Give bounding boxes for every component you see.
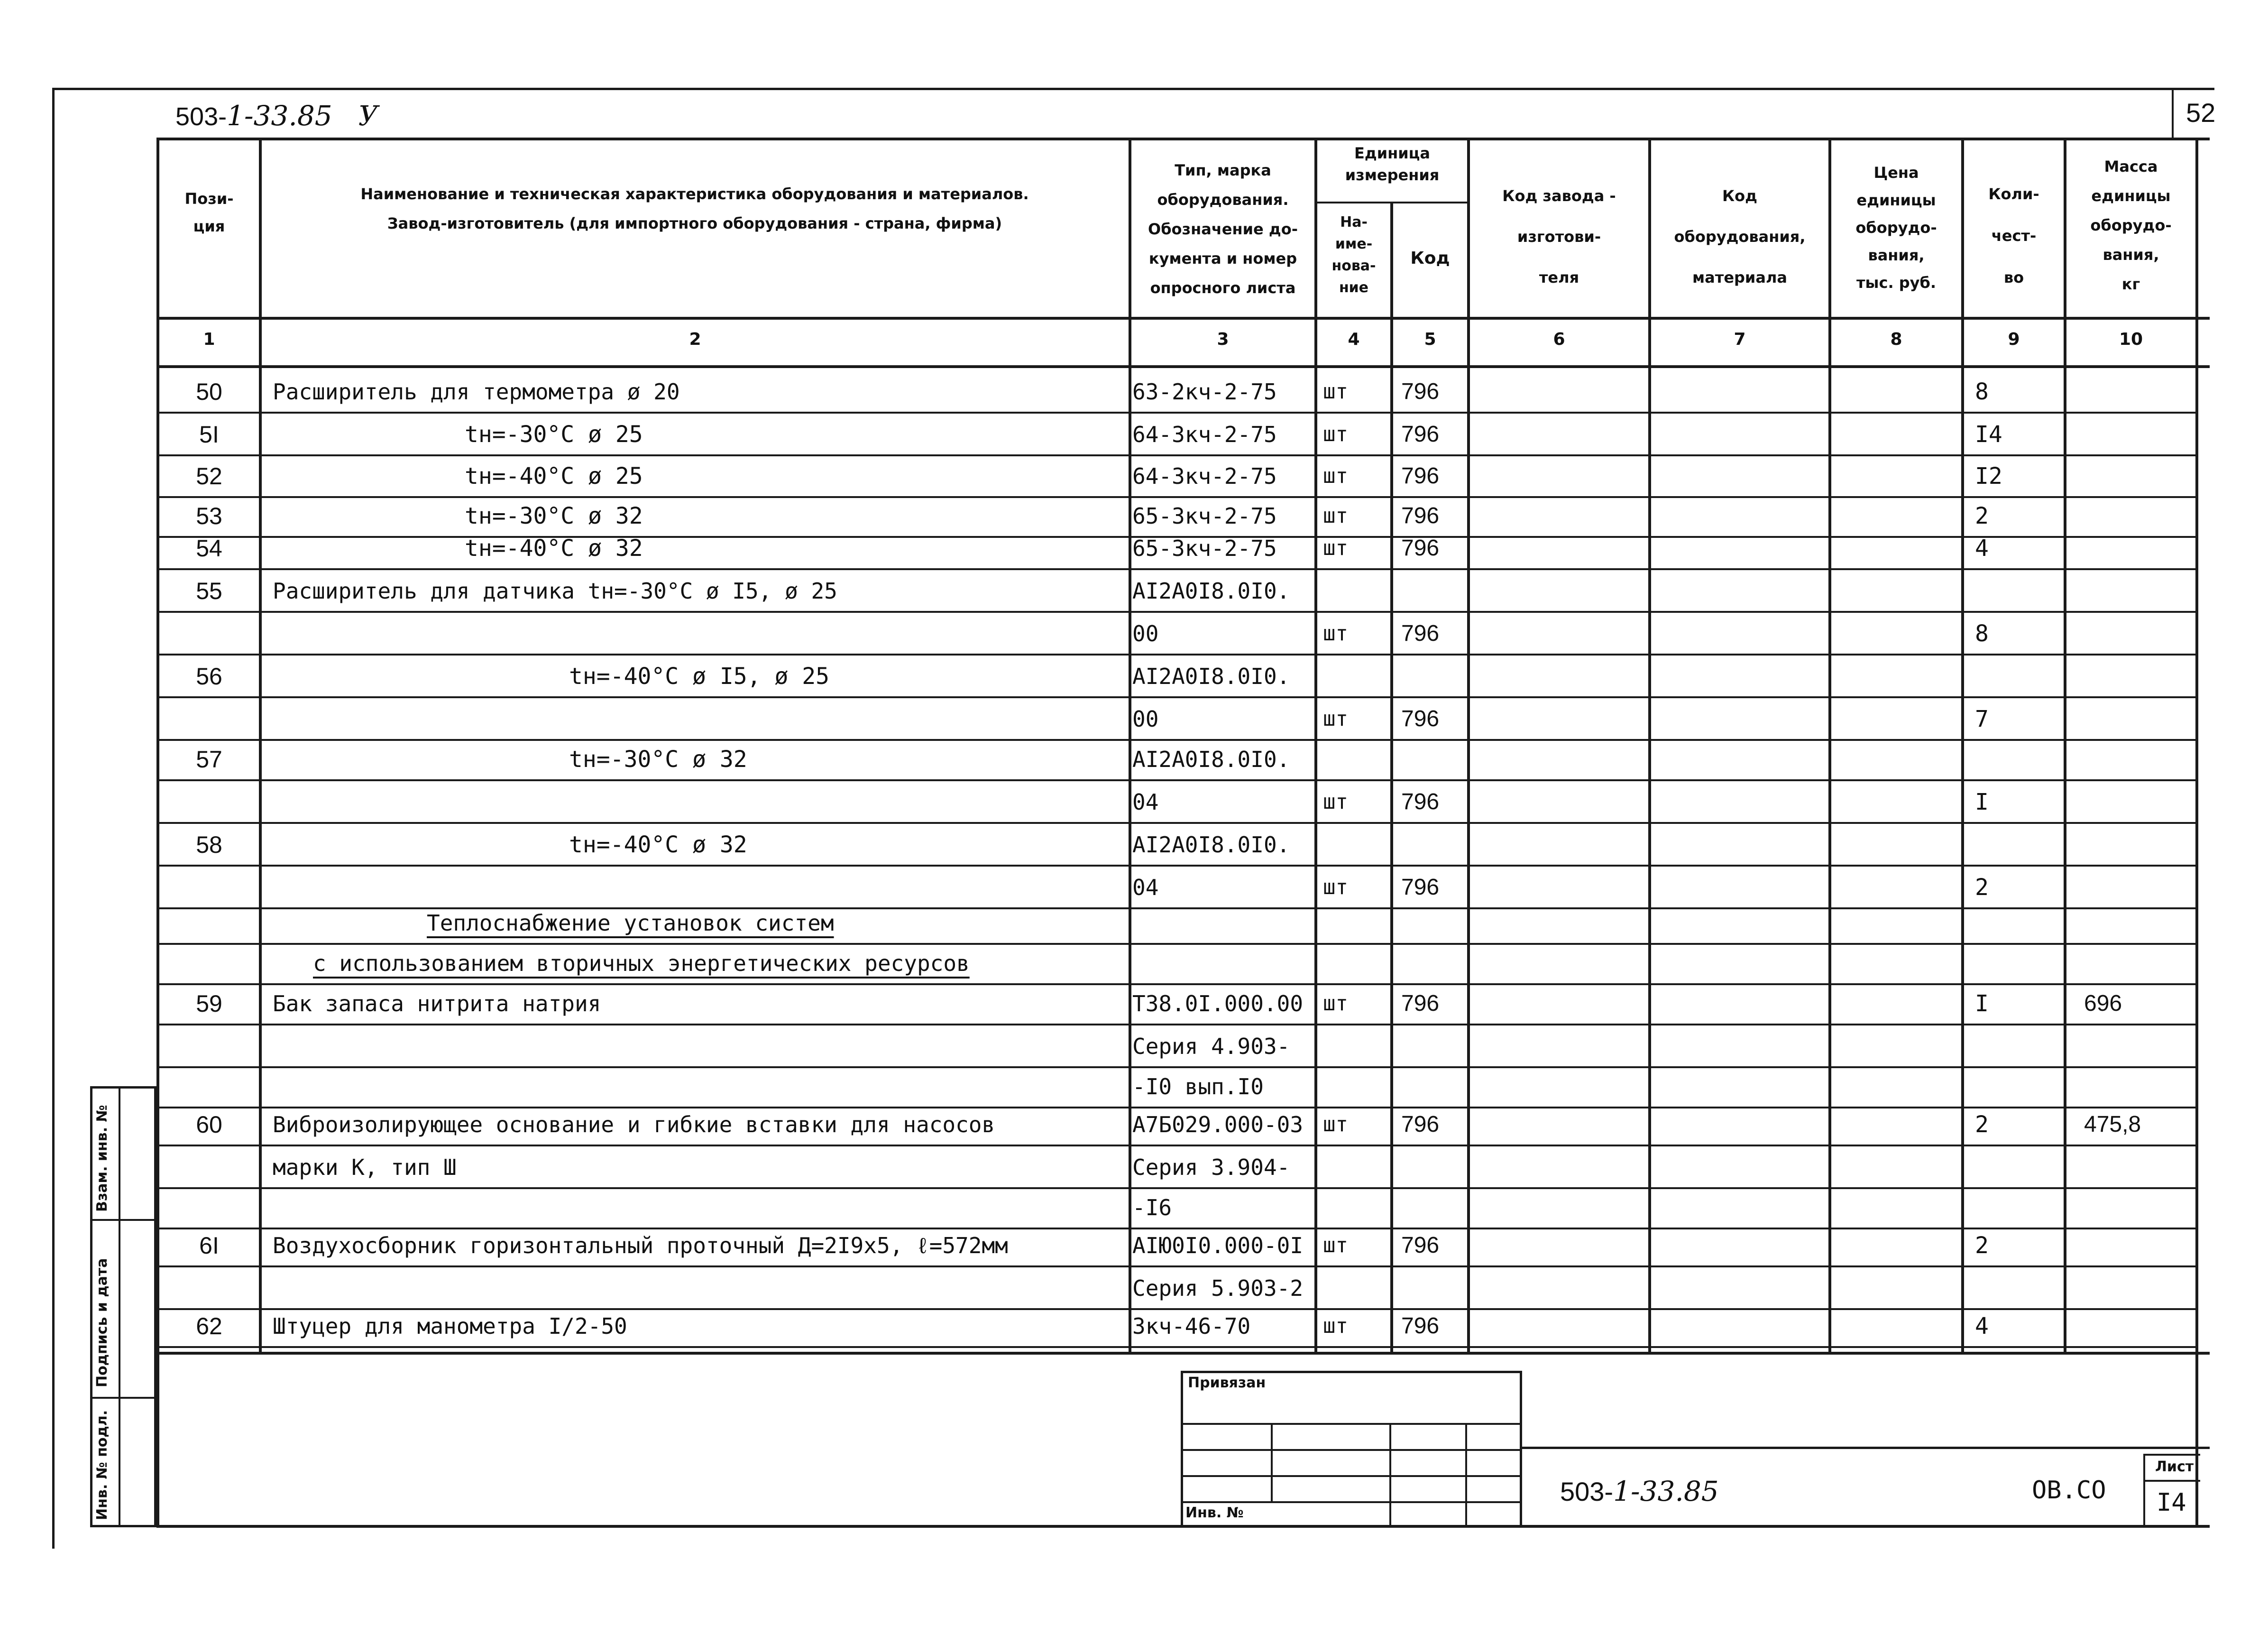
row-mass: 696 bbox=[2084, 991, 2122, 1016]
row-unit: шт bbox=[1323, 379, 1348, 404]
row-position: 6I bbox=[199, 1232, 219, 1259]
row-name: tн=-40°С ø 25 bbox=[465, 463, 643, 489]
row-code: 796 bbox=[1401, 422, 1440, 447]
row-separator bbox=[156, 1024, 2195, 1025]
row-unit: шт bbox=[1323, 1314, 1348, 1338]
row-qty: 2 bbox=[1975, 874, 1989, 901]
row-code: 796 bbox=[1401, 379, 1440, 404]
numbers-bottom-line bbox=[156, 365, 2210, 368]
row-code: 796 bbox=[1401, 536, 1440, 561]
row-qty: 2 bbox=[1975, 503, 1989, 529]
row-qty: 4 bbox=[1975, 535, 1989, 562]
col-line-3 bbox=[1314, 138, 1317, 1355]
table-bottom-line bbox=[156, 1352, 2210, 1355]
row-name: Расширитель для датчика tн=-30°С ø I5, ø 25 bbox=[273, 578, 837, 604]
col-number-2: 2 bbox=[689, 330, 701, 349]
row-qty: I4 bbox=[1975, 421, 2002, 448]
row-unit: шт bbox=[1323, 422, 1348, 446]
attached-col-3 bbox=[1465, 1423, 1467, 1527]
row-position: 57 bbox=[196, 746, 222, 773]
unit-group-divider bbox=[1314, 202, 1467, 203]
row-qty: 2 bbox=[1975, 1232, 1989, 1259]
table-top-line bbox=[156, 138, 2210, 140]
col-line-5 bbox=[1467, 138, 1470, 1355]
row-type: Т38.0I.000.00 bbox=[1132, 991, 1304, 1016]
row-name: tн=-30°С ø 32 bbox=[465, 503, 643, 529]
row-position: 60 bbox=[196, 1111, 222, 1138]
row-separator bbox=[156, 696, 2195, 698]
row-separator bbox=[156, 1228, 2195, 1229]
row-unit: шт bbox=[1323, 707, 1348, 731]
title-mark: ОВ.СО bbox=[2032, 1476, 2106, 1505]
hdr-col7: Код оборудования, материала bbox=[1674, 187, 1806, 286]
row-unit: шт bbox=[1323, 875, 1348, 899]
corner-divider bbox=[2172, 88, 2174, 140]
sheet-number: I4 bbox=[2157, 1488, 2186, 1517]
row-qty: 7 bbox=[1975, 706, 1989, 732]
row-position: 62 bbox=[196, 1313, 222, 1339]
row-separator bbox=[156, 611, 2195, 613]
row-separator bbox=[156, 1107, 2195, 1108]
hdr-col9: Коли- чест- во bbox=[1988, 185, 2039, 286]
col-number-4: 4 bbox=[1348, 330, 1360, 349]
hdr-unit-group: Единица измерения bbox=[1345, 144, 1440, 184]
row-code: 796 bbox=[1401, 875, 1440, 900]
row-position: 54 bbox=[196, 535, 222, 562]
row-separator bbox=[156, 983, 2195, 985]
attached-row-4 bbox=[1181, 1501, 1522, 1503]
row-type: Серия 3.904- bbox=[1132, 1154, 1290, 1180]
row-separator bbox=[156, 943, 2195, 945]
row-type: AI2A0I8.0I0. bbox=[1132, 747, 1290, 772]
row-type: -I0 вып.I0 bbox=[1132, 1074, 1264, 1099]
col-number-1: 1 bbox=[203, 330, 215, 349]
row-separator bbox=[156, 1308, 2195, 1310]
row-separator bbox=[156, 739, 2195, 741]
row-code: 796 bbox=[1401, 1233, 1440, 1258]
row-position: 59 bbox=[196, 990, 222, 1017]
hdr-col5: Код bbox=[1410, 249, 1450, 268]
row-code: 796 bbox=[1401, 706, 1440, 731]
col-number-5: 5 bbox=[1424, 330, 1436, 349]
row-type: 65-3кч-2-75 bbox=[1132, 503, 1277, 529]
row-code: 796 bbox=[1401, 789, 1440, 814]
row-unit: шт bbox=[1323, 1233, 1348, 1257]
row-unit: шт bbox=[1323, 991, 1348, 1016]
row-separator bbox=[156, 454, 2195, 456]
row-type: 3кч-46-70 bbox=[1132, 1313, 1251, 1339]
row-separator bbox=[156, 412, 2195, 414]
row-code: 796 bbox=[1401, 463, 1440, 489]
side-stamp-replace-inv: Взам. инв. № bbox=[94, 1105, 110, 1212]
row-type: 65-3кч-2-75 bbox=[1132, 536, 1277, 561]
row-type: Серия 5.903-2 bbox=[1132, 1275, 1304, 1301]
attached-col-1 bbox=[1271, 1423, 1273, 1501]
row-position: 55 bbox=[196, 578, 222, 604]
row-separator bbox=[156, 865, 2195, 867]
col-line-10 bbox=[2195, 138, 2198, 1528]
col-line-8 bbox=[1961, 138, 1964, 1355]
title-block-left bbox=[1520, 1447, 1522, 1527]
inv-label: Инв. № bbox=[1185, 1505, 1244, 1521]
sheet-corner-number: 52 bbox=[2186, 98, 2216, 128]
side-stamp-signature-date: Подпись и дата bbox=[94, 1258, 110, 1387]
row-unit: шт bbox=[1323, 464, 1348, 488]
col-line-7 bbox=[1828, 138, 1831, 1355]
row-separator bbox=[156, 779, 2195, 781]
row-qty: 4 bbox=[1975, 1313, 1989, 1339]
row-name: марки К, тип Ш bbox=[273, 1154, 457, 1180]
row-type: AIЮ0I0.000-0I bbox=[1132, 1233, 1304, 1258]
row-type: 00 bbox=[1132, 621, 1159, 646]
row-type: AI2A0I8.0I0. bbox=[1132, 664, 1290, 689]
row-separator bbox=[156, 654, 2195, 656]
row-qty: 2 bbox=[1975, 1111, 1989, 1138]
title-doc-code: 503-1-33.85 bbox=[1560, 1475, 1719, 1507]
header-bottom-line bbox=[156, 317, 2210, 320]
row-type: 63-2кч-2-75 bbox=[1132, 379, 1277, 405]
row-position: 53 bbox=[196, 503, 222, 529]
row-name: tн=-40°С ø 32 bbox=[569, 831, 747, 858]
doc-code-top: 503-1-33.85 У bbox=[175, 100, 378, 132]
row-separator bbox=[156, 496, 2195, 498]
row-separator bbox=[156, 1265, 2195, 1267]
row-code: 796 bbox=[1401, 621, 1440, 646]
row-name: tн=-40°С ø 32 bbox=[465, 535, 643, 562]
row-type: 64-3кч-2-75 bbox=[1132, 463, 1277, 489]
col-number-10: 10 bbox=[2119, 330, 2143, 349]
sheet-box-divider bbox=[2143, 1480, 2200, 1482]
row-separator bbox=[156, 1066, 2195, 1068]
hdr-col4: На- име- нова- ние bbox=[1331, 214, 1376, 296]
col-line-9 bbox=[2064, 138, 2066, 1355]
col-number-9: 9 bbox=[2008, 330, 2020, 349]
col-line-4 bbox=[1390, 202, 1393, 1355]
side-stamp-sep-2 bbox=[90, 1397, 156, 1399]
row-separator bbox=[156, 822, 2195, 824]
row-separator bbox=[156, 1145, 2195, 1146]
side-stamp-orig-inv: Инв. № подл. bbox=[94, 1410, 110, 1520]
row-code: 796 bbox=[1401, 991, 1440, 1016]
row-name: с использованием вторичных энергетических ресурсов bbox=[313, 951, 970, 976]
row-unit: шт bbox=[1323, 1112, 1348, 1136]
left-frame-line bbox=[52, 88, 55, 1549]
attached-row-2 bbox=[1181, 1449, 1522, 1451]
row-separator bbox=[156, 1346, 2195, 1348]
row-type: AI2A0I8.0I0. bbox=[1132, 578, 1290, 604]
col-line-2 bbox=[1129, 138, 1131, 1355]
sheet-box-left bbox=[2143, 1454, 2145, 1527]
col-number-6: 6 bbox=[1553, 330, 1565, 349]
attached-label: Привязан bbox=[1188, 1375, 1266, 1391]
attached-col-2 bbox=[1389, 1423, 1391, 1527]
hdr-col3: Тип, марка оборудования. Обозначение до- кумента и номер опросного листа bbox=[1148, 161, 1298, 297]
row-position: 56 bbox=[196, 663, 222, 690]
row-separator bbox=[156, 568, 2195, 570]
row-type: 00 bbox=[1132, 706, 1159, 732]
row-name: tн=-30°С ø 32 bbox=[569, 746, 747, 773]
row-position: 50 bbox=[196, 379, 222, 405]
row-position: 5I bbox=[199, 421, 219, 448]
side-stamp-sep-1 bbox=[90, 1219, 156, 1221]
row-name: Бак запаса нитрита натрия bbox=[273, 991, 601, 1016]
row-qty: I bbox=[1975, 990, 1989, 1017]
row-type: 04 bbox=[1132, 875, 1159, 900]
row-type: AI2A0I8.0I0. bbox=[1132, 832, 1290, 858]
row-unit: шт bbox=[1323, 621, 1348, 646]
attached-row-3 bbox=[1181, 1475, 1522, 1477]
row-unit: шт bbox=[1323, 790, 1348, 814]
row-unit: шт bbox=[1323, 504, 1348, 528]
row-name: Воздухосборник горизонтальный проточный Д=2I9х5, ℓ=572мм bbox=[273, 1233, 1008, 1258]
title-block-top bbox=[1522, 1447, 2210, 1449]
row-name: Теплоснабжение установок систем bbox=[427, 910, 834, 936]
row-position: 58 bbox=[196, 831, 222, 858]
row-code: 796 bbox=[1401, 1313, 1440, 1339]
row-unit: шт bbox=[1323, 536, 1348, 560]
row-mass: 475,8 bbox=[2084, 1112, 2141, 1137]
row-name: tн=-30°С ø 25 bbox=[465, 421, 643, 448]
col-number-7: 7 bbox=[1734, 330, 1746, 349]
hdr-col2: Наименование и техническая характеристика оборудования и материалов. Завод-изготовитель (для импортного оборудования - страна, фирма) bbox=[360, 185, 1029, 232]
row-qty: 8 bbox=[1975, 620, 1989, 647]
hdr-col10: Масса единицы оборудо- вания, кг bbox=[2090, 157, 2172, 293]
col-line-1 bbox=[259, 138, 262, 1355]
attached-row-1 bbox=[1181, 1423, 1522, 1425]
hdr-col1: Пози- ция bbox=[184, 190, 234, 235]
col-line-6 bbox=[1648, 138, 1651, 1355]
row-code: 796 bbox=[1401, 503, 1440, 528]
row-type: A7Б029.000-03 bbox=[1132, 1112, 1304, 1137]
row-qty: 8 bbox=[1975, 379, 1989, 405]
row-type: Серия 4.903- bbox=[1132, 1034, 1290, 1059]
row-position: 52 bbox=[196, 463, 222, 489]
col-number-8: 8 bbox=[1890, 330, 1902, 349]
row-type: 04 bbox=[1132, 789, 1159, 815]
sheet-label: Лист bbox=[2155, 1459, 2194, 1475]
top-frame-line bbox=[52, 88, 2214, 90]
row-qty: I2 bbox=[1975, 463, 2002, 489]
row-qty: I bbox=[1975, 789, 1989, 815]
row-code: 796 bbox=[1401, 1112, 1440, 1137]
col-number-3: 3 bbox=[1217, 330, 1229, 349]
side-stamp-divider bbox=[119, 1086, 120, 1527]
row-name: Расширитель для термометра ø 20 bbox=[273, 379, 680, 405]
row-name: Штуцер для манометра I/2-50 bbox=[273, 1313, 627, 1339]
row-separator bbox=[156, 1187, 2195, 1189]
row-type: 64-3кч-2-75 bbox=[1132, 422, 1277, 447]
hdr-col8: Цена единицы оборудо- вания, тыс. руб. bbox=[1855, 164, 1937, 292]
row-name: tн=-40°С ø I5, ø 25 bbox=[569, 663, 830, 690]
hdr-col6: Код завода - изготови- теля bbox=[1502, 187, 1616, 286]
sheet-box-top bbox=[2143, 1454, 2200, 1456]
row-type: -I6 bbox=[1132, 1195, 1172, 1220]
row-name: Виброизолирующее основание и гибкие вставки для насосов bbox=[273, 1112, 995, 1137]
